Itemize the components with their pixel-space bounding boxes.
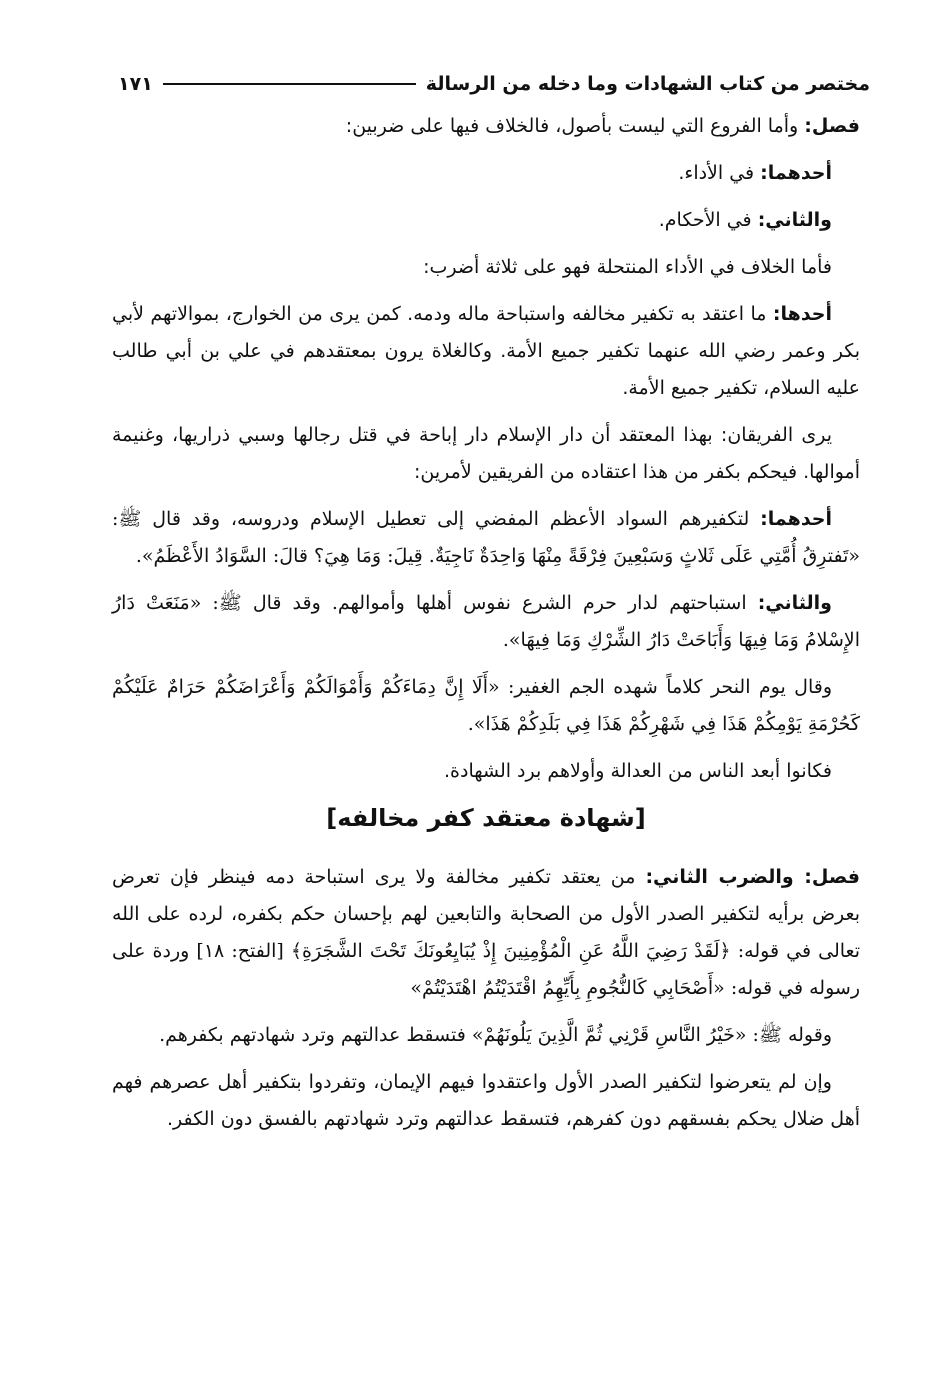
paragraph-9: [112, 669, 860, 743]
paragraph-text: في الأداء.: [678, 162, 761, 184]
paragraph-text: يرى الفريقان: بهذا المعتقد أن دار الإسلام دار إباحة في قتل رجالها وسبي ذراريها، وغنيمة أموالها. فيحكم بكفر من هذا اعتقاده من الفريقين لأمرين:: [112, 424, 860, 483]
paragraph-text: من يعتقد تكفير مخالفة ولا يرى استباحة دمه فينظر فإن تعرض بعرض برأيه لتكفير الصدر الأول من الصحابة والتابعين لهم بإحسان حكم بكفره، لرده على الله تعالى في قوله: ﴿لَقَدْ رَضِيَ اللَّهُ عَنِ الْمُؤْمِنِينَ إِذْ يُبَايِعُونَكَ تَحْتَ الشَّجَرَةِ﴾ [الفتح: ١٨] وردة على رسوله في قوله: «أَصْحَابِي كَالنُّجُومِ بِأَيِّهِمُ اقْتَدَيْتُمُ اهْتَدَيْتُمْ»: [112, 866, 860, 999]
paragraph-12: [112, 1017, 860, 1054]
paragraph-lead: أحدهما:: [760, 508, 832, 530]
paragraph-lead: أحدها:: [772, 303, 832, 325]
paragraph-lead: أحدهما:: [760, 162, 832, 184]
paragraph-1: [112, 108, 860, 145]
paragraph-text: ما اعتقد به تكفير مخالفه واستباحة ماله ودمه. كمن يرى من الخوارج، بموالاتهم لأبي بكر وعمر رضي الله عنهما تكفير جميع الأمة. وكالغلاة يرون بمعتقدهم في علي بن أبي طالب عليه السلام، تكفير جميع الأمة.: [112, 303, 860, 399]
running-header: [118, 68, 870, 100]
page-number: ١٧١: [118, 73, 153, 95]
paragraph-text: وإن لم يتعرضوا لتكفير الصدر الأول واعتقدوا فيهم الإيمان، وتفردوا بتكفير أهل عصرهم فهم أهل ضلال يحكم بفسقهم دون كفرهم، فتسقط عدالتهم وترد شهادتهم بالفسق دون الكفر.: [112, 1071, 860, 1130]
paragraph-8: [112, 585, 860, 659]
paragraph-11: [112, 859, 860, 1007]
paragraph-text: لتكفيرهم السواد الأعظم المفضي إلى تعطيل الإسلام ودروسه، وقد قال ﷺ: «تَفترِقُ أُمَّتِي عَلَى ثَلاثٍ وَسَبْعِينَ فِرْقَةً مِنْهَا وَاحِدَةٌ نَاجِيَةٌ. قِيلَ: وَمَا هِيَ؟ قالَ: السَّوَادُ الأَعْظَمُ».: [112, 508, 860, 567]
paragraph-7: [112, 501, 860, 575]
paragraph-lead: فصل:: [804, 115, 860, 137]
paragraph-lead: والثاني:: [757, 209, 832, 231]
paragraph-3: [112, 202, 860, 239]
paragraph-13: [112, 1064, 860, 1138]
paragraph-text: استباحتهم لدار حرم الشرع نفوس أهلها وأموالهم. وقد قال ﷺ: «مَنَعَتْ دَارُ الإِسْلامُ وَمَا فِيهَا وَأَبَاحَتْ دَارُ الشِّرْكِ وَمَا فِيهَا».: [112, 592, 860, 651]
paragraph-text: وقوله ﷺ: «خَيْرُ النَّاسِ قَرْنِي ثُمَّ الَّذِينَ يَلُونَهُمْ» فتسقط عدالتهم وترد شهادتهم بكفرهم.: [159, 1024, 832, 1046]
paragraph-text: في الأحكام.: [658, 209, 758, 231]
paragraph-lead: والثاني:: [757, 592, 832, 614]
paragraph-4: [112, 249, 860, 286]
paragraph-5: [112, 296, 860, 407]
paragraph-2: [112, 155, 860, 192]
paragraph-text: وقال يوم النحر كلاماً شهده الجم الغفير: «أَلَا إِنَّ دِمَاءَكُمْ وَأَمْوَالَكُمْ وَأَعْرَاضَكُمْ حَرَامٌ عَلَيْكُمْ كَحُرْمَةِ يَوْمِكُمْ هَذَا فِي شَهْرِكُمْ هَذَا فِي بَلَدِكُمْ هَذَا».: [112, 676, 860, 735]
paragraph-10: [112, 753, 860, 790]
paragraph-text: وأما الفروع التي ليست بأصول، فالخلاف فيها على ضربين:: [345, 115, 805, 137]
page-body: [112, 108, 860, 1148]
section-heading: [شهادة معتقد كفر مخالفه]: [326, 804, 646, 832]
paragraph-text: فكانوا أبعد الناس من العدالة وأولاهم برد الشهادة.: [444, 760, 832, 782]
paragraph-6: [112, 417, 860, 491]
header-title: مختصر من كتاب الشهادات وما دخله من الرسالة: [425, 73, 870, 95]
paragraph-text: فأما الخلاف في الأداء المنتحلة فهو على ثلاثة أضرب:: [423, 256, 832, 278]
paragraph-lead: فصل: والضرب الثاني:: [645, 866, 860, 888]
header-rule: [163, 83, 416, 85]
